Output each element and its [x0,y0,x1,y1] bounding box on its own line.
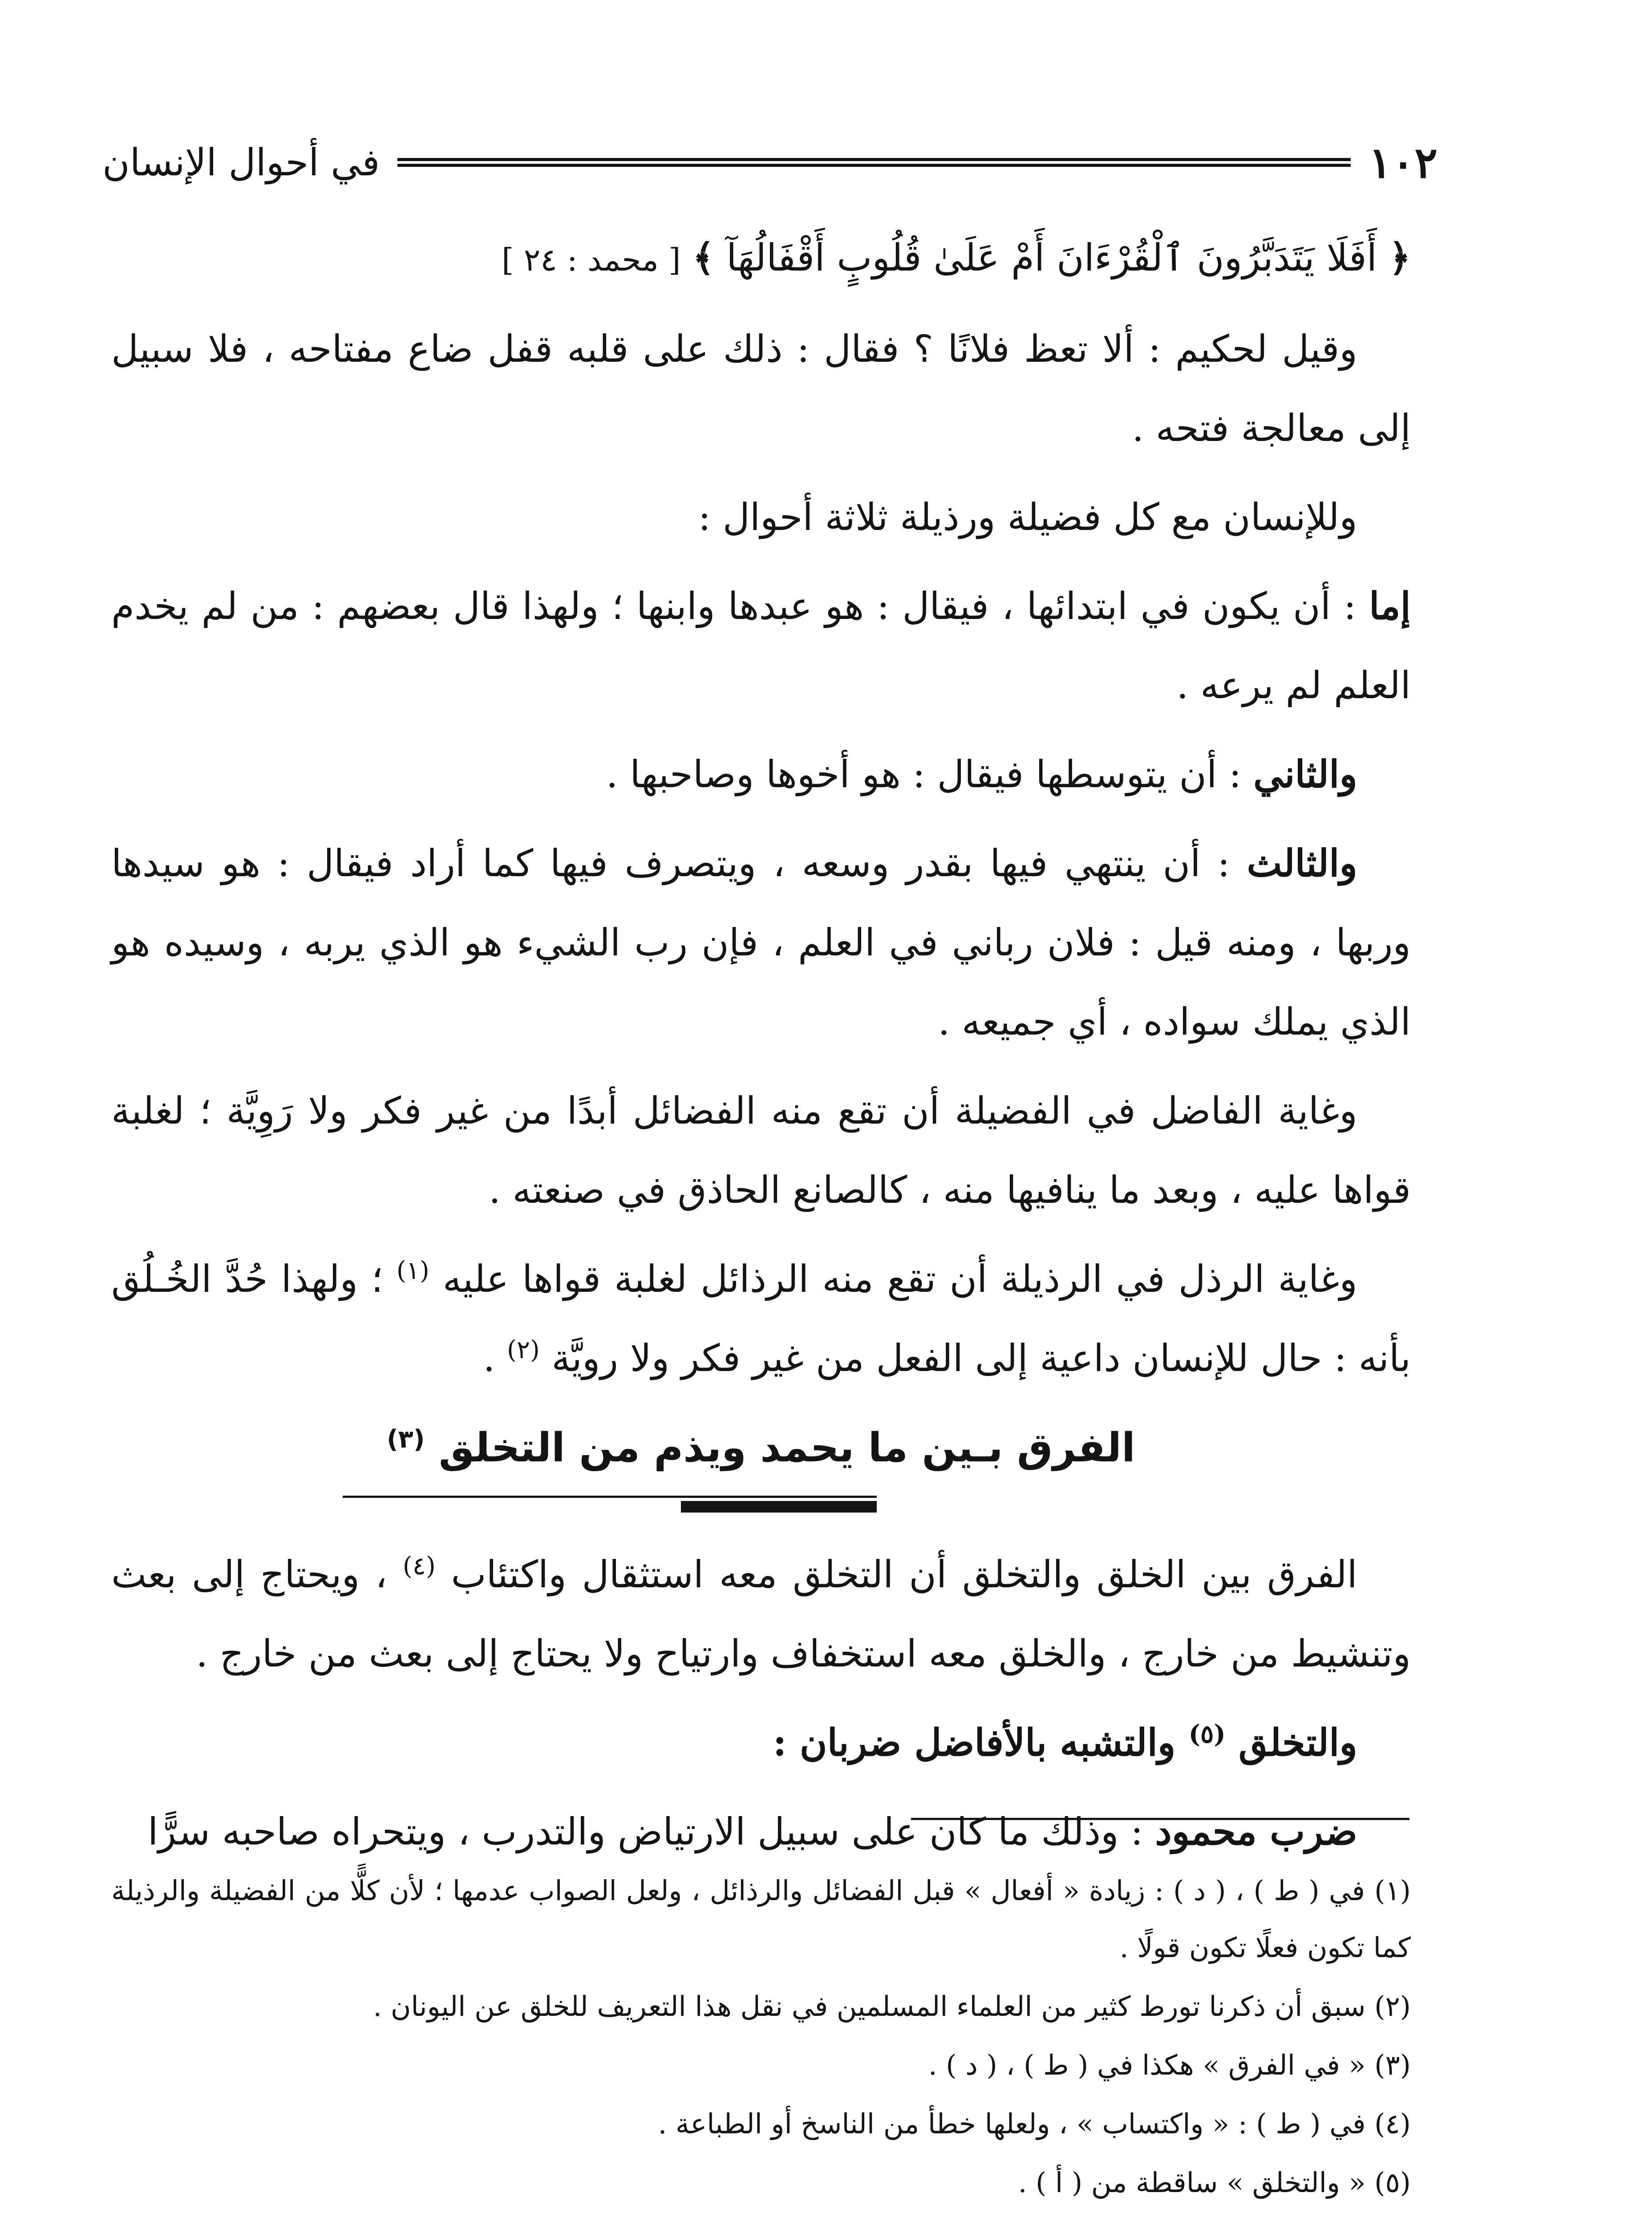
heading-thin-rule [343,1496,877,1498]
footnote-ref-2[interactable]: (٢) [507,1335,540,1364]
footnote-separator [911,1818,1409,1820]
main-text [111,218,1411,1881]
paragraph-6: وغاية الفاضل في الفضيلة أن تقع منه الفضائل أبدًا من غير فكر ولا رَوِيَّة ؛ لغلبة قواها عليه ، وبعد ما ينافيها منه ، كالصانع الحاذق في صنعته . [111,1089,1411,1212]
paragraph-3 [111,566,1411,725]
footnote-3: (٣) « في الفرق » هكذا في ( ط ) ، ( د ) . [928,2049,1411,2081]
footnotes [111,1862,1411,2213]
paragraph-8-part-a: الفرق بين الخلق والتخلق أن التخلق معه استثقال واكتئاب [435,1553,1357,1596]
paragraph-5-text: : أن ينتهي فيها بقدر وسعه ، ويتصرف فيها كما أراد فيقال : هو سيدها وربها ، ومنه قيل : فلان رباني في العلم ، فإن رب الشيء هو الذي يربه ، وسيده هو الذي يملك سواده ، أي جميعه . [111,841,1411,1044]
paragraph-7-part-a: وغاية الرذل في الرذيلة أن تقع منه الرذائل لغلبة قواها عليه [429,1257,1357,1301]
paragraph-5 [111,824,1411,1061]
section-heading [111,1410,1411,1486]
paragraph-5-lead: والثالث [1247,841,1357,885]
verse-citation: [ محمد : ٢٤ ] [502,242,681,278]
paragraph-4-lead: والثاني [1253,752,1357,796]
running-header [102,134,1437,191]
paragraph-9-part-b: والتشبه بالأفاضل ضربان : [773,1720,1189,1764]
paragraph-3-text: : أن يكون في ابتدائها ، فيقال : هو عبدها وابنها ؛ ولهذا قال بعضهم : من لم يخدم العلم لم يرعه . [111,584,1411,707]
verse-text: أَفَلَا يَتَدَبَّرُونَ ٱلْقُرْءَانَ أَمْ عَلَىٰ قُلُوبٍ أَقْفَالُهَآ [726,236,1377,279]
paragraph-9 [111,1703,1411,1782]
verse-close-bracket: ﴾ [692,235,715,279]
footnote-ref-4[interactable]: (٤) [402,1552,436,1581]
paragraph-10-text: : وذلك ما كان على سبيل الارتياض والتدرب ، ويتحراه صاحبه سرًّا [147,1810,1155,1853]
quran-verse [111,218,1411,299]
heading-underline [111,1486,1411,1513]
footnote-ref-5[interactable]: (٥) [1188,1719,1226,1749]
paragraph-9-part-a: والتخلق [1225,1720,1357,1764]
footnote-ref-3[interactable]: (٣) [387,1425,425,1454]
header-double-rule [397,158,1351,167]
heading-thick-bar [681,1501,877,1513]
footnote-5: (٥) « والتخلق » ساقطة من ( أ ) . [1018,2166,1411,2199]
paragraph-7-part-c: . [483,1336,507,1380]
paragraph-3-lead: إما [1369,584,1411,628]
paragraph-10-lead: ضرب محمود [1155,1809,1357,1853]
paragraph-4 [111,735,1411,814]
paragraph-8 [111,1535,1411,1693]
paragraph-8-part-b: ، ويحتاج إلى بعث وتنشيط من خارج ، والخلق معه استخفاف وارتياح ولا يحتاج إلى بعث من خارج . [111,1553,1411,1675]
paragraph-1: وقيل لحكيم : ألا تعظ فلانًا ؟ فقال : ذلك على قلبه قفل ضاع مفتاحه ، فلا سبيل إلى معالجة فتحه . [111,327,1411,450]
paragraph-4-text: : أن يتوسطها فيقال : هو أخوها وصاحبها . [606,752,1254,796]
page-number: ١٠٢ [1369,137,1437,188]
footnote-4: (٤) في ( ط ) : « واكتساب » ، ولعلها خطأ من الناسخ أو الطباعة . [658,2108,1411,2140]
footnote-ref-1[interactable]: (١) [396,1256,429,1285]
verse-open-bracket: ﴿ [1389,235,1411,279]
footnote-2: (٢) سبق أن ذكرنا تورط كثير من العلماء المسلمين في نقل هذا التعريف للخلق عن اليونان . [373,1990,1411,2023]
paragraph-2: وللإنسان مع كل فضيلة ورذيلة ثلاثة أحوال : [698,495,1357,539]
footnote-1: (١) في ( ط ) ، ( د ) : زيادة « أفعال » قبل الفضائل والرذائل ، ولعل الصواب عدمها ؛ لأن كلًّا من الفضيلة والرذيلة كما تكون فعلًا تكون قولًا . [111,1874,1411,1964]
paragraph-7 [111,1239,1411,1398]
paragraph-10 [111,1792,1411,1871]
running-title: في أحوال الإنسان [102,141,380,184]
section-heading-text: الفرق بـين ما يحمد ويذم من التخلق [425,1424,1135,1471]
paragraph-7-part-b: ؛ ولهذا حُدَّ الخُـلُق بأنه : حال للإنسان داعية إلى الفعل من غير فكر ولا رويَّة [111,1257,1411,1380]
